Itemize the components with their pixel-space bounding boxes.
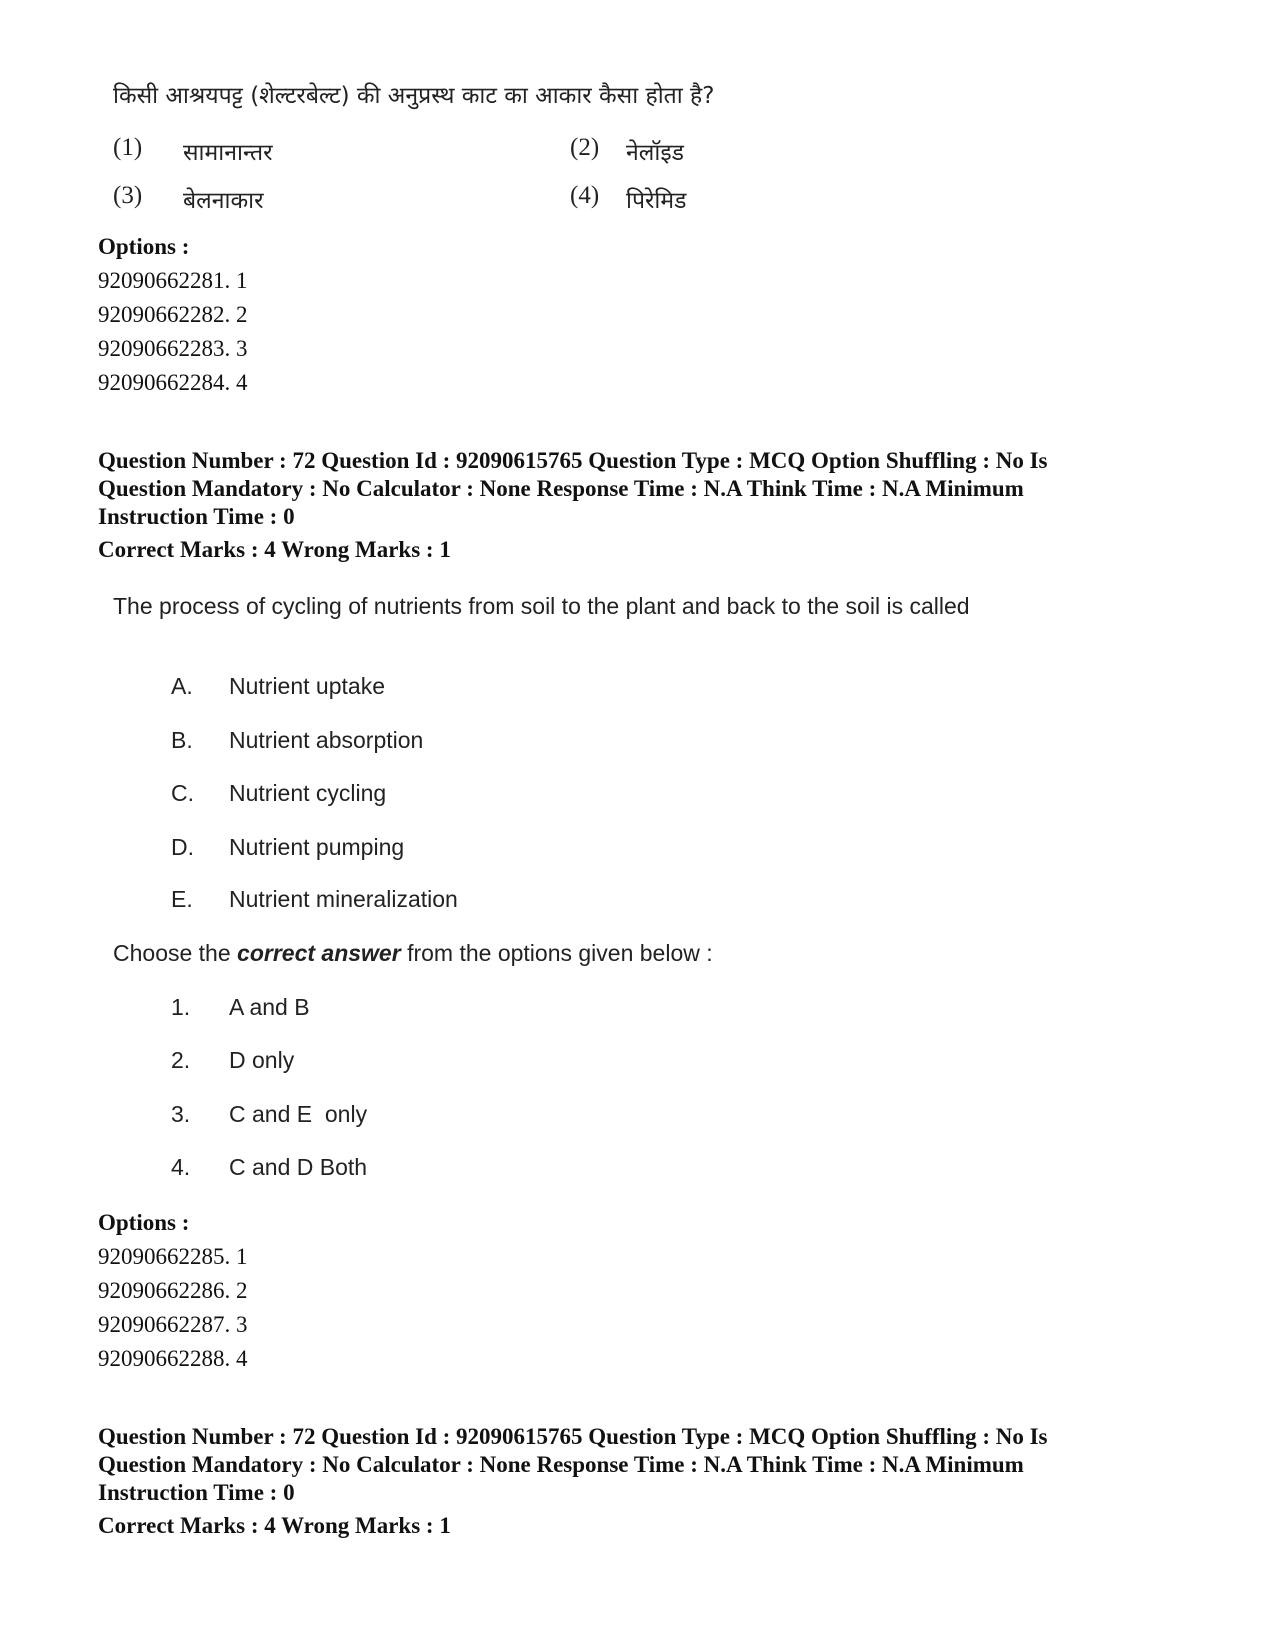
options-heading: Options : [98, 234, 190, 259]
question-meta-line: Question Number : 72 Question Id : 92090615765 Question Type : MCQ Option Shuffling : No Is [98, 448, 1048, 473]
statement-text: Nutrient pumping [229, 834, 405, 860]
statement-letter: A. [171, 673, 193, 699]
statement-letter: D. [171, 834, 194, 860]
statement-letter: C. [171, 780, 194, 806]
option-line: 92090662282. 2 [98, 302, 248, 327]
hindi-option-text: नेलॉइड [626, 140, 684, 166]
option-line: 92090662281. 1 [98, 268, 248, 293]
choose-prefix: Choose the [113, 940, 231, 966]
answer-text: C and D Both [229, 1154, 368, 1180]
answer-number: 1. [171, 994, 191, 1020]
answer-number: 4. [171, 1154, 191, 1180]
hindi-option-text: सामानान्तर [183, 140, 273, 166]
question-meta-line: Question Mandatory : No Calculator : None Response Time : N.A Think Time : N.A Minimum [98, 476, 1024, 501]
answer-number: 3. [171, 1101, 191, 1127]
options-heading: Options : [98, 1210, 190, 1235]
hindi-question-text: किसी आश्रयपट्ट (शेल्टरबेल्ट) की अनुप्रस्थ काट का आकार कैसा होता है? [113, 83, 715, 109]
statement-text: Nutrient absorption [229, 727, 424, 753]
option-line: 92090662286. 2 [98, 1278, 248, 1303]
question-meta-line: Instruction Time : 0 [98, 1480, 295, 1505]
option-line: 92090662288. 4 [98, 1346, 248, 1371]
statement-letter: E. [171, 886, 193, 912]
choose-suffix: from the options given below : [407, 940, 713, 966]
answer-text: D only [229, 1047, 295, 1073]
answer-text: C and E only [229, 1101, 368, 1127]
answer-text: A and B [229, 994, 310, 1020]
hindi-option-number: (4) [570, 182, 600, 209]
option-line: 92090662283. 3 [98, 336, 248, 361]
hindi-option-number: (3) [113, 182, 143, 209]
choose-instruction [113, 940, 713, 967]
marks-line: Correct Marks : 4 Wrong Marks : 1 [98, 537, 451, 562]
statement-text: Nutrient mineralization [229, 886, 458, 912]
statement-text: Nutrient cycling [229, 780, 387, 806]
hindi-option-number: (1) [113, 134, 143, 161]
option-line: 92090662284. 4 [98, 370, 248, 395]
question-meta-line: Question Mandatory : No Calculator : None Response Time : N.A Think Time : N.A Minimum [98, 1452, 1024, 1477]
hindi-option-text: पिरेमिड [626, 188, 687, 214]
statement-letter: B. [171, 727, 193, 753]
english-question-text: The process of cycling of nutrients from soil to the plant and back to the soil is called [113, 593, 970, 619]
question-meta-line: Question Number : 72 Question Id : 92090615765 Question Type : MCQ Option Shuffling : No Is [98, 1424, 1048, 1449]
hindi-option-number: (2) [570, 134, 600, 161]
marks-line: Correct Marks : 4 Wrong Marks : 1 [98, 1513, 451, 1538]
choose-emphasis: correct answer [237, 940, 401, 966]
hindi-option-text: बेलनाकार [183, 188, 264, 214]
answer-number: 2. [171, 1047, 191, 1073]
option-line: 92090662285. 1 [98, 1244, 248, 1269]
statement-text: Nutrient uptake [229, 673, 385, 699]
option-line: 92090662287. 3 [98, 1312, 248, 1337]
question-meta-line: Instruction Time : 0 [98, 504, 295, 529]
